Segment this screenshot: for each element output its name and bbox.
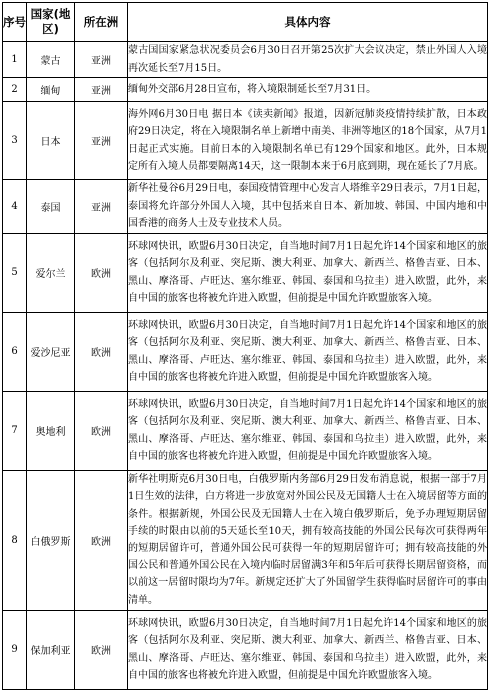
row-continent: 亚洲 [75, 180, 128, 234]
row-country: 保加利亚 [27, 610, 75, 689]
row-number: 6 [3, 312, 27, 391]
row-country: 奥地利 [27, 391, 75, 470]
row-continent: 亚洲 [75, 42, 128, 78]
row-country: 爱尔兰 [27, 233, 75, 312]
row-number: 5 [3, 233, 27, 312]
row-content: 新华社明斯克6月30日电，白俄罗斯内务部6月29日发布消息说，根据一部于7月1日生效的法律，白方将进一步放宽对外国公民及无国籍人士在入境居留等方面的条件。根据新规，外国公民及无国籍人士在入境白俄罗斯后，免予办理短期居留手续的时限由以前的5天延长至10天，拥有较高技能的外国公民每次可获得两年的短期居留许可，普通外国公民可获得一年的短期居留许可；拥有较高技能的外国公民和普通外国公民在入境内临时居留满3年和5年后可获得长期居留资格，而以前这一居留时限均为7年。新规定还扩大了外国留学生获得临时居留许可的事由清单。 [128, 470, 488, 610]
row-continent: 欧洲 [75, 312, 128, 391]
row-country: 爱沙尼亚 [27, 312, 75, 391]
header-serial-number: 序号 [3, 3, 27, 42]
row-content: 环球网快讯，欧盟6月30日决定，自当地时间7月1日起允许14个国家和地区的旅客（包括阿尔及利亚、突尼斯、澳大利亚、加拿大、新西兰、格鲁吉亚、日本、黑山、摩洛哥、卢旺达、塞尔维亚、韩国、泰国和乌拉圭）进入欧盟，此外，来自中国的旅客也将被允许进入欧盟，但前提是中国允许欧盟旅客入境。 [128, 233, 488, 312]
row-number: 2 [3, 78, 27, 102]
row-continent: 亚洲 [75, 78, 128, 102]
header-details: 具体内容 [128, 3, 488, 42]
row-country: 泰国 [27, 180, 75, 234]
row-number: 3 [3, 102, 27, 180]
table-body [3, 42, 488, 690]
row-number: 1 [3, 42, 27, 78]
row-content: 蒙古国国家紧急状况委员会6月30日召开第25次扩大会议决定，禁止外国人入境再次延长至7月15日。 [128, 42, 488, 78]
row-content: 缅甸外交部6月28日宣布，将入境限制延长至7月31日。 [128, 78, 488, 102]
table-row [3, 102, 488, 180]
row-country: 缅甸 [27, 78, 75, 102]
row-number: 8 [3, 470, 27, 610]
row-country: 蒙古 [27, 42, 75, 78]
row-number: 9 [3, 610, 27, 689]
row-content: 海外网6月30日电 据日本《读卖新闻》报道，因新冠肺炎疫情持续扩散，日本政府29日决定，将在入境限制名单上新增中南美、非洲等地区的18个国家，从7月1日起正式实施。目前日本的入境限制名单已有129个国家和地区。此外，日本规定所有入境人员都要隔离14天，这一限制本来于6月底到期，现在延长了7月底。 [128, 102, 488, 180]
row-content: 新华社曼谷6月29日电，泰国疫情管理中心发言人塔维辛29日表示，7月1日起，泰国将允许部分外国人入境，其中包括来自日本、新加坡、韩国、中国内地和中国香港的商务人士及专业技术人员。 [128, 180, 488, 234]
table-row [3, 78, 488, 102]
row-number: 7 [3, 391, 27, 470]
table-row [3, 180, 488, 234]
row-continent: 亚洲 [75, 102, 128, 180]
table-row [3, 233, 488, 312]
row-content: 环球网快讯，欧盟6月30日决定，自当地时间7月1日起允许14个国家和地区的旅客（包括阿尔及利亚、突尼斯、澳大利亚、加拿大、新西兰、格鲁吉亚、日本、黑山、摩洛哥、卢旺达、塞尔维亚、韩国、泰国和乌拉圭）进入欧盟，此外，来自中国的旅客也将被允许进入欧盟，但前提是中国允许欧盟旅客入境。 [128, 312, 488, 391]
header-continent: 所在洲 [75, 3, 128, 42]
header-country-region: 国家(地区) [27, 3, 75, 42]
table-row [3, 312, 488, 391]
row-continent: 欧洲 [75, 610, 128, 689]
row-content: 环球网快讯，欧盟6月30日决定，自当地时间7月1日起允许14个国家和地区的旅客（包括阿尔及利亚、突尼斯、澳大利亚、加拿大、新西兰、格鲁吉亚、日本、黑山、摩洛哥、卢旺达、塞尔维亚、韩国、泰国和乌拉圭）进入欧盟，此外，来自中国的旅客也将被允许进入欧盟，但前提是中国允许欧盟旅客入境。 [128, 610, 488, 689]
table-row [3, 470, 488, 610]
table-row [3, 391, 488, 470]
table-header-row [3, 3, 488, 42]
row-content: 环球网快讯，欧盟6月30日决定，自当地时间7月1日起允许14个国家和地区的旅客（包括阿尔及利亚、突尼斯、澳大利亚、加拿大、新西兰、格鲁吉亚、日本、黑山、摩洛哥、卢旺达、塞尔维亚、韩国、泰国和乌拉圭）进入欧盟，此外，来自中国的旅客也将被允许进入欧盟，但前提是中国允许欧盟旅客入境。 [128, 391, 488, 470]
row-number: 4 [3, 180, 27, 234]
entry-policy-table [2, 2, 488, 690]
table-row [3, 610, 488, 689]
row-country: 日本 [27, 102, 75, 180]
row-continent: 欧洲 [75, 233, 128, 312]
table-row [3, 42, 488, 78]
row-continent: 欧洲 [75, 391, 128, 470]
row-country: 白俄罗斯 [27, 470, 75, 610]
row-continent: 欧洲 [75, 470, 128, 610]
